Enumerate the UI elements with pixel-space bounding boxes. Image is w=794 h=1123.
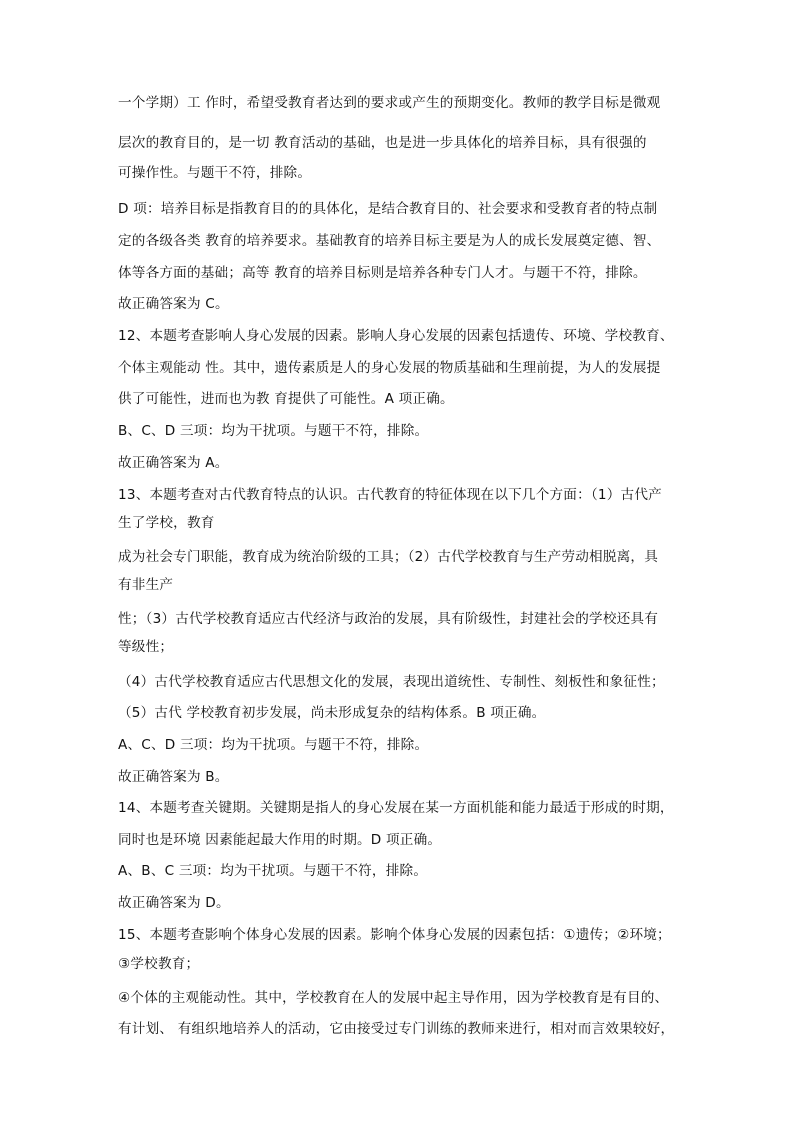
text-line: （4）古代学校教育适应古代思想文化的发展，表现出道统性、专制性、刻板性和象征性； [118, 674, 665, 690]
text-line: 等级性； [118, 639, 174, 655]
text-line: 定的各级各类 教育的培养要求。基础教育的培养目标主要是为人的成长发展奠定德、智、 [118, 233, 661, 249]
question-12-explanation: 12、本题考查影响人身心发展的因素。影响人身心发展的因素包括遗传、环境、学校教育、 [118, 328, 674, 344]
text-line: D 项：培养目标是指教育目的的具体化，是结合教育目的、社会要求和受教育者的特点制 [118, 201, 658, 217]
text-line: ④个体的主观能动性。其中，学校教育在人的发展中起主导作用，因为学校教育是有目的、 [118, 990, 669, 1006]
text-line: 性；（3）古代学校教育适应古代经济与政治的发展，具有阶级性，封建社会的学校还具有 [118, 611, 659, 627]
question-15-explanation: 15、本题考查影响个体身心发展的因素。影响个体身心发展的因素包括：①遗传；②环境； [118, 927, 671, 943]
question-14-explanation: 14、本题考查关键期。关键期是指人的身心发展在某一方面机能和能力最适于形成的时期， [118, 800, 674, 816]
text-line: B、C、D 三项：均为干扰项。与题干不符，排除。 [118, 423, 429, 439]
text-line: （5）古代 学校教育初步发展，尚未形成复杂的结构体系。B 项正确。 [118, 705, 546, 721]
text-line: A、C、D 三项：均为干扰项。与题干不符，排除。 [118, 737, 429, 753]
question-13-explanation: 13、本题考查对古代教育特点的认识。古代教育的特征体现在以下几个方面：（1）古代产 [118, 487, 662, 503]
text-line: 有计划、 有组织地培养人的活动，它由接受过专门训练的教师来进行，相对而言效果较好， [118, 1021, 675, 1037]
text-line: A、B、C 三项：均为干扰项。与题干不符，排除。 [118, 863, 428, 879]
text-line: 成为社会专门职能，教育成为统治阶级的工具；（2）古代学校教育与生产劳动相脱离，具 [118, 549, 659, 565]
answer-line: 故正确答案为 B。 [118, 769, 229, 785]
text-line: ③学校教育； [118, 956, 200, 972]
answer-line: 故正确答案为 C。 [118, 296, 229, 312]
text-line: 一个学期）工 作时，希望受教育者达到的要求或产生的预期变化。教师的教学目标是微观 [118, 95, 661, 111]
text-line: 有非生产 [118, 577, 174, 593]
answer-line: 故正确答案为 D。 [118, 895, 230, 911]
text-line: 层次的教育目的，是一切 教育活动的基础，也是进一步具体化的培养目标，具有很强的 [118, 135, 647, 151]
text-line: 个体主观能动 性。其中，遗传素质是人的身心发展的物质基础和生理前提，为人的发展提 [118, 360, 661, 376]
answer-line: 故正确答案为 A。 [118, 455, 229, 471]
text-line: 供了可能性，进而也为教 育提供了可能性。A 项正确。 [118, 391, 454, 407]
text-line: 可操作性。与题干不符，排除。 [118, 165, 312, 181]
text-line: 体等各方面的基础；高等 教育的培养目标则是培养各种专门人才。与题干不符，排除。 [118, 265, 647, 281]
text-line: 生了学校，教育 [118, 515, 215, 531]
text-line: 同时也是环境 因素能起最大作用的时期。D 项正确。 [118, 832, 442, 848]
